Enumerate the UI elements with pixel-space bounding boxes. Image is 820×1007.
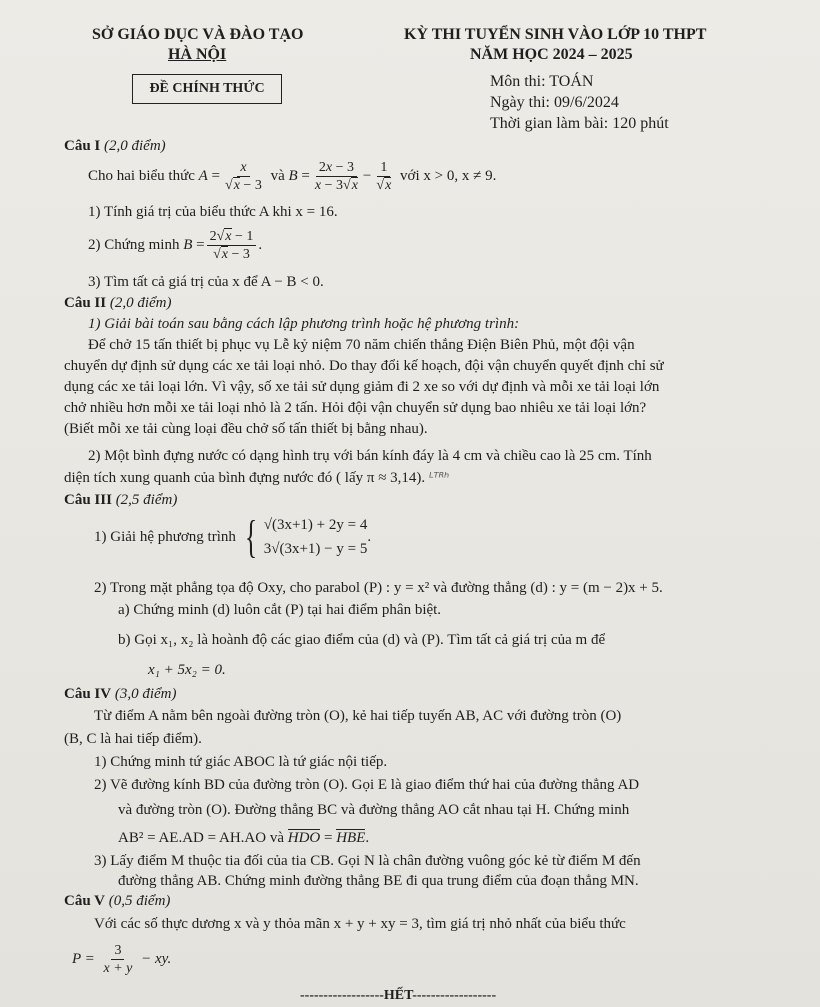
question-4-part-2-line-1: 2) Vẽ đường kính BD của đường tròn (O). Gọi E là giao điểm thứ hai của đường thẳng AD [94, 777, 640, 793]
fraction-b2: $\frac{1}{√x}$ [376, 159, 392, 193]
question-2-line-5: (Biết mỗi xe tải cùng loại đều chở số tấn thiết bị bằng nhau). [64, 421, 428, 437]
question-1-part-3: 3) Tìm tất cả giá trị của x để A − B < 0. [88, 274, 324, 290]
question-1-intro: Cho hai biểu thức A = $\frac{x}{√x - 3}$ và B = $\frac{2x - 3}{x - 3√x}$ − $\frac{1}{√x}$ với x > 0, x ≠ 9. [88, 159, 497, 193]
question-3-part-2b-line-1: b) Gọi x₁, x₂ là hoành độ các giao điểm của (d) và (P). Tìm tất cả giá trị của m để [118, 632, 606, 648]
question-5-line-1: Với các số thực dương x và y thỏa mãn x + y + xy = 3, tìm giá trị nhỏ nhất của biểu thức [94, 916, 626, 932]
exam-date: Ngày thi: 09/6/2024 [490, 94, 619, 111]
angle-hbe: HBE [336, 830, 366, 846]
question-4-part-2-line-2: và đường tròn (O). Đường thẳng BC và đường thẳng AO cắt nhau tại H. Chứng minh [118, 802, 630, 818]
question-2-line-1: Để chở 15 tấn thiết bị phục vụ Lễ kỷ niệm 70 năm chiến thắng Điện Biên Phủ, một đội vận [88, 337, 635, 353]
question-1-part-2: 2) Chứng minh B = $\frac{2√x - 1}{√x - 3}$ . [88, 228, 263, 262]
question-4-heading: Câu IV (3,0 điểm) [64, 686, 177, 702]
handwritten-note: ᴸᵀᴿʰ [428, 471, 450, 486]
fraction-p: $\frac{3}{x + y}$ [103, 942, 133, 976]
school-year: NĂM HỌC 2024 – 2025 [470, 46, 633, 63]
question-2-part-1-heading: 1) Giải bài toán sau bằng cách lập phương trình hoặc hệ phương trình: [88, 316, 520, 332]
question-4-part-3-line-2: đường thẳng AB. Chứng minh đường thẳng BE đi qua trung điểm của đoạn thẳng MN. [118, 873, 639, 889]
question-3-part-2a: a) Chứng minh (d) luôn cắt (P) tại hai điểm phân biệt. [118, 602, 442, 618]
exam-duration: Thời gian làm bài: 120 phút [490, 115, 669, 132]
equation-1: √(3x+1) + 2y = 4 [263, 517, 368, 533]
angle-hdo: HDO [287, 830, 321, 846]
equation-system: { √(3x+1) + 2y = 4 3√(3x+1) − y = 5 [244, 511, 368, 562]
question-4-intro-line-1: Từ điểm A nằm bên ngoài đường tròn (O), kẻ hai tiếp tuyến AB, AC với đường tròn (O) [94, 708, 622, 724]
fraction-b-result: $\frac{2√x - 1}{√x - 3}$ [207, 228, 257, 263]
question-3-heading: Câu III (2,5 điểm) [64, 492, 178, 508]
question-4-intro-line-2: (B, C là hai tiếp điểm). [64, 731, 202, 747]
question-5-expression: P = $\frac{3}{x + y}$ − xy. [72, 942, 172, 976]
question-3-part-2: 2) Trong mặt phẳng tọa độ Oxy, cho parabol (P) : y = x² và đường thẳng (d) : y = (m − 2)x + 5. [94, 580, 663, 596]
question-2-line-2: chuyển dự định sử dụng các xe tải loại nhỏ. Do thay đổi kế hoạch, đội vận chuyển quyết định chỉ sử [64, 358, 664, 374]
equation-2: 3√(3x+1) − y = 5 [263, 541, 368, 557]
end-marker: ------------------HẾT------------------ [300, 988, 497, 1003]
fraction-a: $\frac{x}{√x - 3}$ [225, 159, 262, 193]
question-1-heading: Câu I (2,0 điểm) [64, 138, 166, 154]
question-1-part-1: 1) Tính giá trị của biểu thức A khi x = 16. [88, 204, 338, 220]
question-2-part-2-line-1: 2) Một bình đựng nước có dạng hình trụ với bán kính đáy là 4 cm và chiều cao là 25 cm. Tính [88, 448, 652, 464]
question-4-part-2-line-3: AB² = AE.AD = AH.AO và HDO = HBE. [118, 830, 370, 846]
question-2-heading: Câu II (2,0 điểm) [64, 295, 172, 311]
official-exam-stamp: ĐỀ CHÍNH THỨC [132, 74, 282, 104]
question-2-part-2-line-2: diện tích xung quanh của bình đựng nước đó ( lấy π ≈ 3,14). ᴸᵀᴿʰ [64, 470, 450, 486]
question-3-part-1: 1) Giải hệ phương trình { √(3x+1) + 2y = 4 3√(3x+1) − y = 5 . [94, 511, 372, 562]
department-line1: SỞ GIÁO DỤC VÀ ĐÀO TẠO [92, 26, 304, 43]
subject: Môn thi: TOÁN [490, 73, 594, 90]
question-2-line-3: dụng các xe tải loại lớn. Vì vậy, số xe tải sử dụng giảm đi 2 xe so với dự định và mỗi xe tải loại lớn [64, 379, 660, 395]
question-3-part-2b-line-2: x₁ + 5x₂ = 0. [148, 662, 226, 678]
question-4-part-3-line-1: 3) Lấy điểm M thuộc tia đối của tia CB. Gọi N là chân đường vuông góc kẻ từ điểm M đến [94, 853, 641, 869]
question-4-part-1: 1) Chứng minh tứ giác ABOC là tứ giác nội tiếp. [94, 754, 388, 770]
question-2-line-4: chở nhiều hơn mỗi xe tải loại nhỏ là 2 tấn. Hỏi đội vận chuyển sử dụng bao nhiêu xe tải loại lớn? [64, 400, 647, 416]
exam-title: KỲ THI TUYỂN SINH VÀO LỚP 10 THPT [404, 26, 707, 43]
department-line2: HÀ NỘI [168, 46, 227, 63]
question-5-heading: Câu V (0,5 điểm) [64, 893, 171, 909]
fraction-b1: $\frac{2x - 3}{x - 3√x}$ [314, 159, 358, 193]
